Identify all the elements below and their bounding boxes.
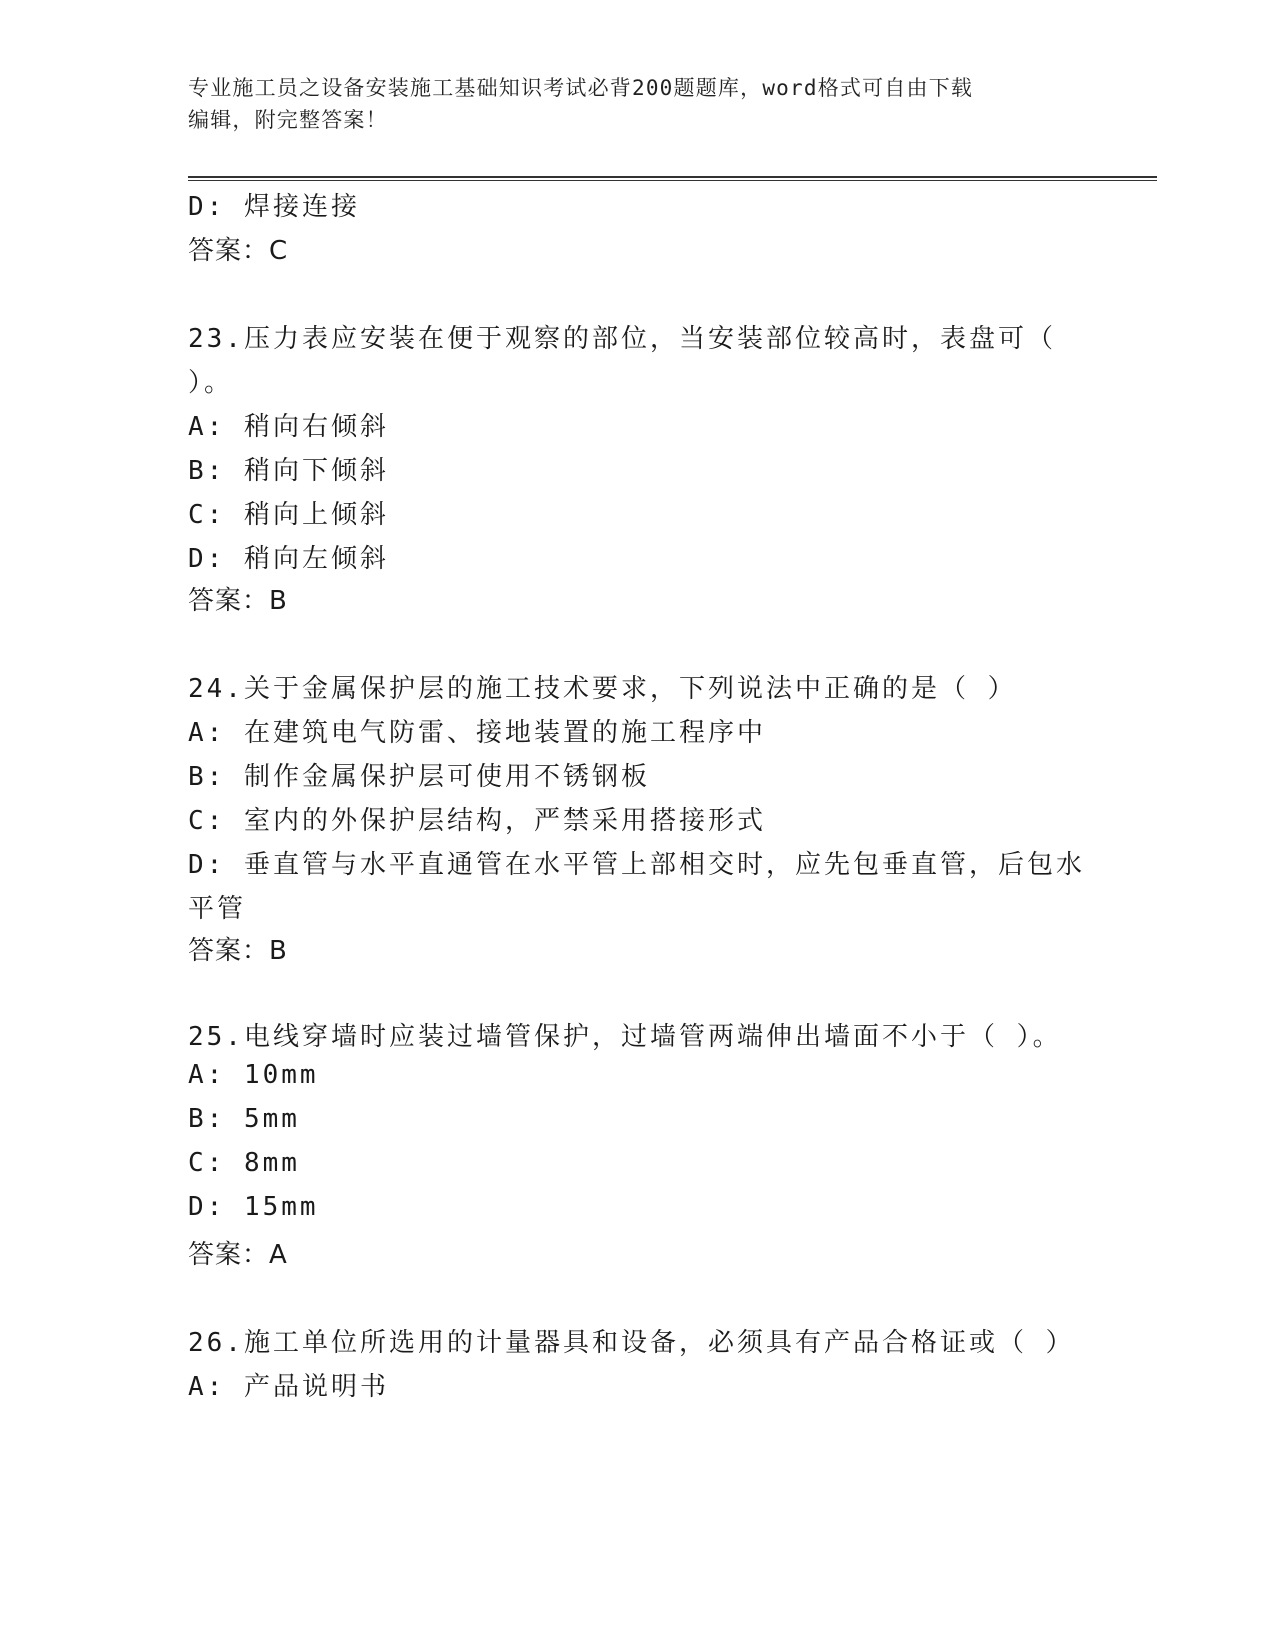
q24-answer: 答案：B [188,936,288,966]
q25-option-c: C: 8mm [188,1148,300,1178]
header-title-line-2: 编辑，附完整答案！ [188,108,388,132]
q24-stem: 24.关于金属保护层的施工技术要求，下列说法中正确的是（ ） [188,674,1017,704]
header-title-line-1: 专业施工员之设备安装施工基础知识考试必背200题题库，word格式可自由下载 [188,76,974,100]
q24-option-d: D: 垂直管与水平直通管在水平管上部相交时，应先包垂直管，后包水 [188,850,1085,880]
q25-option-b: B: 5mm [188,1104,300,1134]
q23-stem: 23.压力表应安装在便于观察的部位，当安装部位较高时，表盘可（ [188,324,1056,354]
q22-option-d: D: 焊接连接 [188,192,360,222]
q23-option-d: D: 稍向左倾斜 [188,544,389,574]
q25-option-a: A: 10mm [188,1060,319,1090]
q25-answer: 答案：A [188,1240,288,1270]
header-divider [188,176,1157,181]
q25-option-d: D: 15mm [188,1192,319,1222]
q23-option-b: B: 稍向下倾斜 [188,456,389,486]
q23-answer: 答案：B [188,586,288,616]
q23-option-a: A: 稍向右倾斜 [188,412,389,442]
page-header [188,72,1078,136]
q23-stem-continued: ）。 [188,368,234,398]
q22-answer: 答案：C [188,236,289,266]
q24-option-d-continued: 平管 [188,894,247,924]
q24-option-a: A: 在建筑电气防雷、接地装置的施工程序中 [188,718,766,748]
q25-stem: 25.电线穿墙时应装过墙管保护，过墙管两端伸出墙面不小于（ ）。 [188,1022,1062,1052]
q26-option-a: A: 产品说明书 [188,1372,389,1402]
q24-option-c: C: 室内的外保护层结构，严禁采用搭接形式 [188,806,766,836]
q23-option-c: C: 稍向上倾斜 [188,500,389,530]
q24-option-b: B: 制作金属保护层可使用不锈钢板 [188,762,650,792]
q26-stem: 26.施工单位所选用的计量器具和设备，必须具有产品合格证或（ ） [188,1328,1075,1358]
